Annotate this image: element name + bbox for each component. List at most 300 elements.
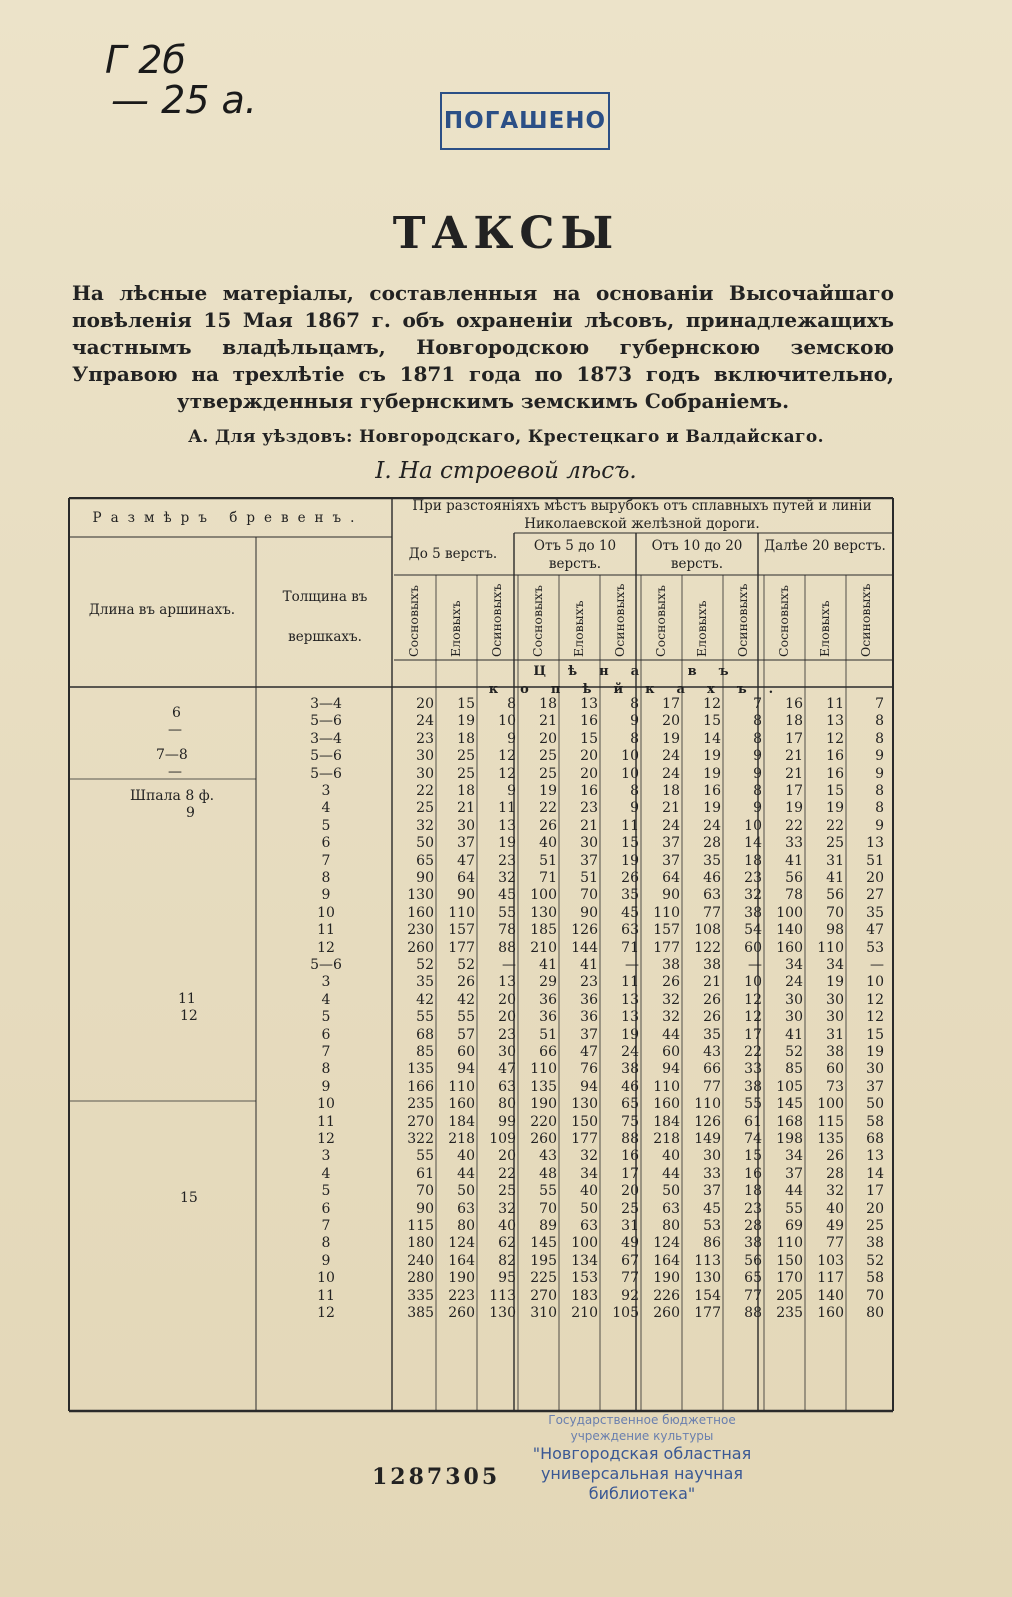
price-cell: 110 [817,939,844,956]
price-cell: 34 [826,957,844,973]
price-cell: 260 [448,1305,475,1321]
price-cell: 19 [826,974,844,991]
price-cell: 13 [498,974,516,991]
price-cell: 30 [826,991,844,1008]
thickness-cell: 3 [321,1148,331,1165]
price-cell: 88 [621,1131,639,1147]
price-cell: 43 [703,1044,721,1060]
species-header-4: Сосновыхъ [530,585,545,657]
price-cell: 40 [457,1148,475,1165]
price-cell: 150 [776,1252,803,1269]
price-cell: 8 [753,783,762,799]
header-length: Длина въ аршинахъ. [88,602,236,618]
price-cell: 8 [630,783,639,799]
price-cell: 35 [416,974,434,991]
price-cell: 33 [744,1061,762,1078]
price-cell: 77 [826,1235,844,1252]
price-cell: 92 [621,1287,639,1304]
thickness-cell: 7 [321,1044,331,1060]
price-cell: 25 [498,1183,516,1200]
species-header-12: Осиновыхъ [858,583,873,657]
price-cell: 26 [826,1148,844,1165]
price-cell: 35 [703,852,721,869]
price-cell: 38 [744,1235,762,1252]
thickness-cell: 9 [321,1252,331,1269]
price-cell: 41 [826,870,844,886]
price-cell: 126 [571,922,598,939]
price-cell: 45 [703,1200,721,1217]
price-cell: 41 [580,957,598,973]
price-cell: 8 [875,730,884,747]
price-cell: 8 [753,713,762,730]
price-cell: 46 [621,1078,639,1095]
price-cell: 145 [530,1235,557,1252]
price-cell: 30 [703,1148,721,1165]
price-cell: 20 [416,696,434,712]
price-cell: 16 [826,765,844,782]
price-cell: 13 [498,817,516,834]
price-cell: 63 [498,1078,516,1095]
price-cell: 24 [416,713,434,730]
price-cell: 90 [416,1200,434,1217]
price-cell: 37 [785,1165,803,1182]
price-cell: 34 [785,957,803,973]
distance-group-1: До 5 верстъ. [408,546,498,562]
price-cell: 40 [580,1183,598,1200]
price-cell: 115 [407,1218,434,1234]
price-cell: 17 [621,1165,639,1182]
price-cell: 20 [580,765,598,782]
footer-number: 1287305 [372,1464,501,1490]
thickness-cell: 6 [321,1200,331,1217]
price-cell: 47 [580,1044,598,1060]
price-cell: 18 [457,730,475,747]
price-cell: 157 [653,922,680,939]
price-cell: 40 [539,835,557,852]
distance-group-2: Отъ 5 до 10 верстъ. [533,538,617,572]
price-cell: 32 [416,817,434,834]
price-cell: 64 [662,870,680,886]
price-cell: 260 [653,1305,680,1321]
price-cell: 58 [866,1270,884,1287]
price-cell: 60 [457,1044,475,1060]
price-cell: 26 [703,991,721,1008]
price-cell: 61 [416,1165,434,1182]
price-cell: 9 [753,800,762,817]
price-cell: 40 [498,1218,516,1234]
price-cell: 20 [866,1200,884,1217]
thickness-cell: 11 [317,1113,335,1130]
price-cell: 8 [875,783,884,799]
price-cell: 130 [489,1305,516,1321]
price-cell: 65 [416,852,434,869]
thickness-cell: 5—6 [310,765,342,782]
price-cell: 9 [753,748,762,765]
document-title: ТАКСЫ [392,208,620,259]
price-cell: 30 [580,835,598,852]
price-cell: 13 [621,1009,639,1026]
price-cell: 23 [744,1200,762,1217]
price-cell: 56 [826,887,844,904]
price-cell: 52 [866,1252,884,1269]
price-cell: 63 [580,1218,598,1234]
thickness-cell: 5—6 [310,957,342,973]
price-cell: 44 [785,1183,803,1200]
species-header-10: Сосновыхъ [776,585,791,657]
thickness-cell: 8 [321,870,331,886]
price-cell: 20 [539,730,557,747]
price-cell: 322 [407,1131,434,1147]
price-cell: 19 [539,783,557,799]
price-cell: 26 [703,1009,721,1026]
thickness-cell: 11 [317,922,335,939]
price-cell: 105 [612,1305,639,1321]
price-cell: 9 [630,713,639,730]
price-cell: 177 [448,939,475,956]
species-header-1: Сосновыхъ [406,585,421,657]
price-cell: 15 [457,696,475,712]
price-cell: 100 [817,1096,844,1113]
price-cell: 45 [621,904,639,921]
price-cell: 14 [744,835,762,852]
price-cell: 160 [776,939,803,956]
archive-shelf-mark [105,40,257,120]
price-cell: 110 [653,1078,680,1095]
price-cell: 17 [744,1026,762,1043]
thickness-cell: 3—4 [310,696,342,712]
price-cell: 22 [785,817,803,834]
price-cell: 24 [662,748,680,765]
header-size-of-logs: Размѣръ бревенъ. [92,510,364,526]
price-cell: 37 [580,852,598,869]
price-cell: 21 [785,765,803,782]
price-cell: 11 [498,800,516,817]
species-header-7: Сосновыхъ [653,585,668,657]
species-header-11: Еловыхъ [817,600,832,657]
price-cell: 230 [407,922,434,939]
price-cell: 13 [580,696,598,712]
price-cell: 41 [785,1026,803,1043]
price-cell: 51 [866,852,884,869]
price-cell: 195 [530,1252,557,1269]
price-cell: 55 [539,1183,557,1200]
price-cell: 166 [407,1078,434,1095]
price-cell: 280 [407,1270,434,1287]
price-cell: 78 [785,887,803,904]
price-cell: 18 [539,696,557,712]
price-cell: 49 [826,1218,844,1234]
price-cell: 48 [539,1165,557,1182]
price-cell: 17 [785,730,803,747]
price-cell: 23 [498,1026,516,1043]
price-cell: 28 [826,1165,844,1182]
thickness-cell: 6 [321,835,331,852]
price-cell: 164 [448,1252,475,1269]
price-cell: 34 [580,1165,598,1182]
thickness-cell: 12 [317,939,335,956]
document-subtitle: На лѣсные матеріалы, составленныя на основаніи Высочайшаго повѣленія 15 Мая 1867 г. объ охраненіи лѣсовъ, принадлежащихъ частнымъ владѣльцамъ, Новгородскою губернскою земскою Управою на трехлѣтіе съ 1871 года по 1873 годъ включительно, утвержденныя губернскимъ земскимъ Собраніемъ. [72,281,894,413]
price-cell: 130 [407,887,434,904]
species-header-9: Осиновыхъ [735,583,750,657]
price-cell: 47 [498,1061,516,1078]
price-cell: 10 [498,713,516,730]
price-cell: 14 [703,730,721,747]
price-cell: 21 [539,713,557,730]
price-cell: 61 [744,1113,762,1130]
price-cell: 22 [416,783,434,799]
price-cell: 12 [866,991,884,1008]
price-cell: 103 [817,1252,844,1269]
price-cell: 75 [621,1113,639,1130]
price-cell: 160 [817,1305,844,1321]
price-cell: 94 [580,1078,598,1095]
price-cell: 26 [457,974,475,991]
price-cell: 30 [785,1009,803,1026]
price-cell: 18 [744,1183,762,1200]
price-cell: 56 [785,870,803,886]
price-cell: 60 [662,1044,680,1060]
price-cell: 20 [498,1009,516,1026]
price-cell: 38 [826,1044,844,1060]
length-label-9: 9 [186,805,195,821]
price-cell: 63 [457,1200,475,1217]
price-cell: 85 [416,1044,434,1060]
price-cell: 16 [580,783,598,799]
price-cell: 109 [489,1131,516,1147]
price-cell: 54 [744,922,762,939]
price-cell: 32 [744,887,762,904]
price-cell: 74 [744,1131,762,1147]
price-cell: 63 [703,887,721,904]
price-cell: 7 [753,696,762,712]
price-cell: 77 [703,1078,721,1095]
price-cell: 105 [776,1078,803,1095]
price-cell: 100 [776,904,803,921]
price-cell: 52 [457,957,475,973]
price-cell: 32 [662,991,680,1008]
price-cell: 25 [866,1218,884,1234]
price-cell: 55 [416,1148,434,1165]
price-cell: 55 [416,1009,434,1026]
price-cell: 32 [662,1009,680,1026]
price-cell: 45 [498,887,516,904]
price-cell: 38 [744,1078,762,1095]
price-cell: 235 [407,1096,434,1113]
length-label-12: 12 [180,1008,198,1024]
price-cell: 76 [580,1061,598,1078]
price-cell: 19 [785,800,803,817]
price-cell: 198 [776,1131,803,1147]
price-cell: 31 [826,852,844,869]
price-cell: 115 [817,1113,844,1130]
price-cell: 77 [744,1287,762,1304]
price-cell: 20 [580,748,598,765]
price-cell: 55 [457,1009,475,1026]
length-label-sleeper: Шпала 8 ф. [130,788,215,804]
price-cell: 71 [539,870,557,886]
distance-group-4: Далѣе 20 верстъ. [764,538,886,554]
thickness-cell: 12 [317,1131,335,1147]
species-header-2: Еловыхъ [448,600,463,657]
price-cell: 260 [530,1131,557,1147]
price-cell: 64 [457,870,475,886]
price-cell: 240 [407,1252,434,1269]
price-cell: 94 [662,1061,680,1078]
price-cell: 8 [507,696,516,712]
length-label-11: 11 [178,991,196,1007]
price-cell: 17 [866,1183,884,1200]
price-cell: 13 [866,1148,884,1165]
thickness-cell: 8 [321,1235,331,1252]
price-cell: 25 [457,748,475,765]
price-cell: 50 [416,835,434,852]
price-cell: 12 [498,748,516,765]
price-cell: 23 [498,852,516,869]
price-cell: 30 [416,765,434,782]
price-cell: 185 [530,922,557,939]
price-cell: 19 [866,1044,884,1060]
price-cell: 16 [744,1165,762,1182]
thickness-cell: 4 [321,800,331,817]
price-cell: 153 [571,1270,598,1287]
price-cell: 140 [776,922,803,939]
length-label-6: 6 [172,705,181,721]
length-label-15: 15 [180,1190,198,1206]
price-cell: 22 [498,1165,516,1182]
price-cell: 37 [662,852,680,869]
price-cell: 110 [530,1061,557,1078]
thickness-cell: 5—6 [310,748,342,765]
price-cell: 14 [866,1165,884,1182]
price-cell: 78 [498,922,516,939]
price-cell: 190 [653,1270,680,1287]
price-cell: 38 [621,1061,639,1078]
price-cell: 31 [621,1218,639,1234]
price-cell: 30 [826,1009,844,1026]
price-cell: 10 [744,974,762,991]
price-cell: 22 [744,1044,762,1060]
price-cell: 40 [662,1148,680,1165]
price-cell: 22 [539,800,557,817]
price-cell: 190 [530,1096,557,1113]
species-header-3: Осиновыхъ [489,583,504,657]
price-cell: 24 [662,765,680,782]
price-cell: 17 [785,783,803,799]
price-cell: 20 [498,991,516,1008]
price-cell: 28 [744,1218,762,1234]
thickness-cell: 7 [321,852,331,869]
price-cell: 51 [539,852,557,869]
price-cell: 67 [621,1252,639,1269]
price-cell: 32 [498,870,516,886]
price-cell: 73 [826,1078,844,1095]
price-cell: 10 [621,748,639,765]
price-cell: 24 [785,974,803,991]
price-cell: 21 [580,817,598,834]
library-stamp [522,1412,762,1504]
price-cell: 88 [498,939,516,956]
price-cell: 223 [448,1287,475,1304]
price-cell: 12 [826,730,844,747]
price-cell: 9 [753,765,762,782]
price-cell: 37 [580,1026,598,1043]
price-cell: 90 [416,870,434,886]
price-cell: 100 [571,1235,598,1252]
price-cell: 30 [457,817,475,834]
price-cell: 168 [776,1113,803,1130]
price-cell: 95 [498,1270,516,1287]
price-cell: 9 [630,800,639,817]
price-cell: 44 [662,1165,680,1182]
thickness-cell: 5 [321,1183,331,1200]
price-cell: 82 [498,1252,516,1269]
price-cell: 70 [866,1287,884,1304]
price-cell: 12 [744,1009,762,1026]
price-cell: 8 [875,800,884,817]
price-cell: 46 [703,870,721,886]
price-cell: 16 [826,748,844,765]
price-cell: 140 [817,1287,844,1304]
library-stamp-line3: "Новгородская областная [532,1444,752,1463]
price-cell: 29 [539,974,557,991]
price-cell: 70 [580,887,598,904]
price-cell: 160 [407,904,434,921]
price-table [68,497,894,1413]
price-cell: 124 [653,1235,680,1252]
price-cell: 70 [416,1183,434,1200]
price-cell: 33 [785,835,803,852]
price-cell: 15 [866,1026,884,1043]
price-cell: 21 [662,800,680,817]
price-cell: 134 [571,1252,598,1269]
thickness-cell: 11 [317,1287,335,1304]
price-cell: 157 [448,922,475,939]
price-cell: 42 [457,991,475,1008]
price-cell: 11 [621,974,639,991]
price-cell: 57 [457,1026,475,1043]
price-cell: 12 [498,765,516,782]
price-cell: 205 [776,1287,803,1304]
price-cell: 42 [416,991,434,1008]
price-cell: 20 [498,1148,516,1165]
price-cell: 27 [866,887,884,904]
price-cell: 19 [703,765,721,782]
price-cell: 98 [826,922,844,939]
price-cell: 9 [507,730,516,747]
price-cell: 37 [457,835,475,852]
price-cell: 23 [580,800,598,817]
thickness-cell: 10 [317,1096,335,1113]
price-cell: 19 [621,1026,639,1043]
section-a-heading: А. Для уѣздовъ: Новгородскаго, Крестецкаго и Валдайскаго. [188,427,824,447]
price-cell: 43 [539,1148,557,1165]
price-cell: 80 [866,1305,884,1321]
price-cell: 19 [826,800,844,817]
price-cell: 110 [448,904,475,921]
price-cell: 70 [826,904,844,921]
price-cell: 110 [448,1078,475,1095]
price-cell: 19 [703,748,721,765]
price-cell: 26 [621,870,639,886]
price-cell: 177 [694,1305,721,1321]
price-cell: 25 [826,835,844,852]
price-cell: 113 [694,1252,721,1269]
price-cell: 110 [694,1096,721,1113]
price-cell: 130 [530,904,557,921]
price-cell: 77 [621,1270,639,1287]
price-cell: 135 [407,1061,434,1078]
price-cell: 58 [866,1113,884,1130]
